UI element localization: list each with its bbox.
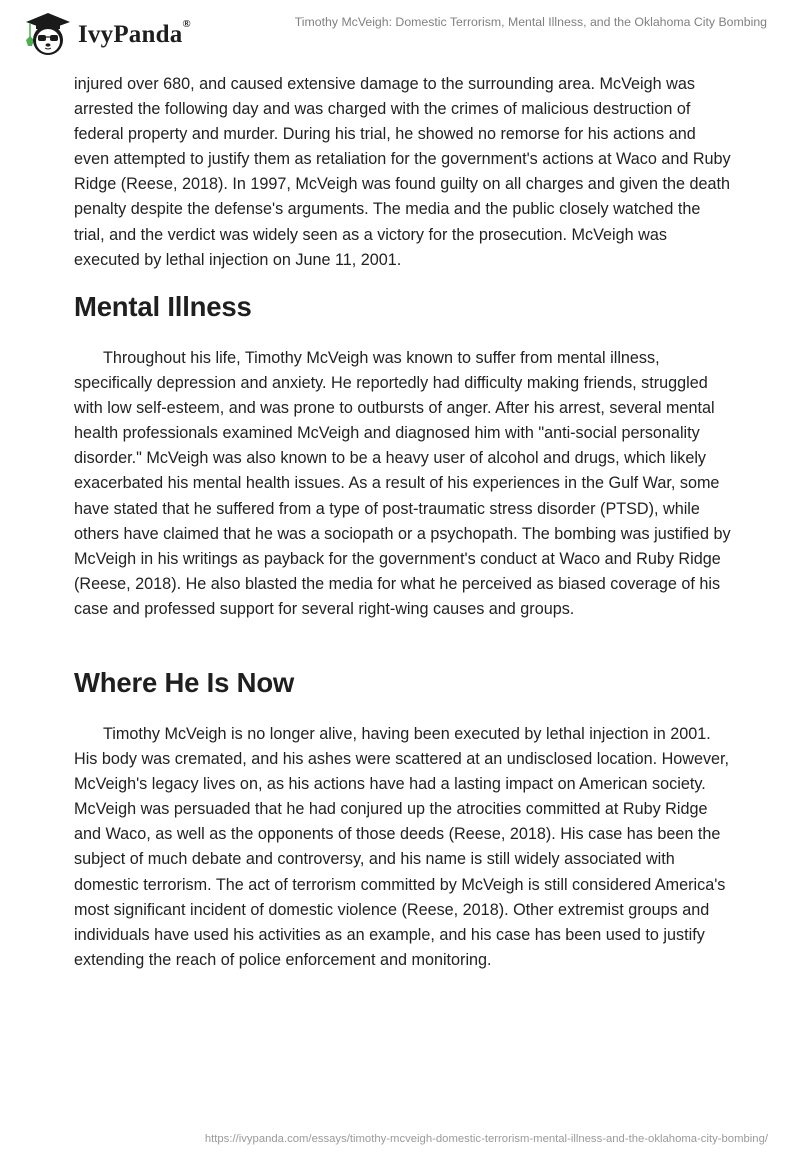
paragraph: injured over 680, and caused extensive damage to the surrounding area. McVeigh was arrested the following day and was charged with the crimes of malicious destruction of federal property and murder. During his trial, he showed no remorse for his actions and even attempted to justify them as retaliation for the government's actions at Waco and Ruby Ridge (Reese, 2018). In 1997, McVeigh was found guilty on all charges and given the death penalty despite the defense's arguments. The media and the public closely watched the trial, and the verdict was widely seen as a victory for the prosecution. McVeigh was executed by lethal injection on June 11, 2001.	[74, 75, 731, 269]
section-body-where-he-is-now	[74, 722, 734, 973]
ivypanda-logo[interactable]	[18, 8, 191, 58]
source-url[interactable]: https://ivypanda.com/essays/timothy-mcveigh-domestic-terrorism-mental-illness-and-the-oklahoma-city-bombing/	[204, 1133, 768, 1145]
section-body-mental-illness	[74, 346, 734, 622]
section-heading-where-he-is-now: Where He Is Now	[74, 667, 295, 698]
paragraph: Timothy McVeigh is no longer alive, having been executed by lethal injection in 2001. His body was cremated, and his ashes were scattered at an undisclosed location. However, McVeigh's legacy lives on, as his actions have had a lasting impact on American society. McVeigh was persuaded that he had conjured up the atrocities committed at Ruby Ridge and Waco, as well as the opponents of those deeds (Reese, 2018). His case has been the subject of much debate and controversy, and his name is still widely associated with domestic terrorism. The act of terrorism committed by McVeigh is still considered America's most significant incident of domestic violence (Reese, 2018). Other extremist groups and individuals have used his activities as an example, and his case has been used to justify extending the reach of police enforcement and monitoring.	[74, 725, 730, 969]
page-header	[0, 0, 800, 60]
paragraph: Throughout his life, Timothy McVeigh was known to suffer from mental illness, specifically depression and anxiety. He reportedly had difficulty making friends, struggled with low self-esteem, and was prone to outbursts of anger. After his arrest, several mental health professionals examined McVeigh and diagnosed him with "anti-social personality disorder." McVeigh was also known to be a heavy user of alcohol and drugs, which likely exacerbated his mental health issues. As a result of his experiences in the Gulf War, some have stated that he suffered from a type of post-traumatic stress disorder (PTSD), while others have claimed that he was a sociopath or a psychopath. The bombing was justified by McVeigh in his writings as payback for the government's conduct at Waco and Ruby Ridge (Reese, 2018). He also blasted the media for what he perceived as biased coverage of his case and professed support for several right-wing causes and groups.	[74, 349, 731, 618]
panda-graduate-icon	[18, 8, 76, 58]
logo-wordmark: IvyPanda®	[78, 18, 191, 48]
section-heading-mental-illness: Mental Illness	[74, 291, 252, 322]
intro-continuation	[74, 72, 734, 273]
document-title: Timothy McVeigh: Domestic Terrorism, Mental Illness, and the Oklahoma City Bombing	[294, 15, 767, 29]
